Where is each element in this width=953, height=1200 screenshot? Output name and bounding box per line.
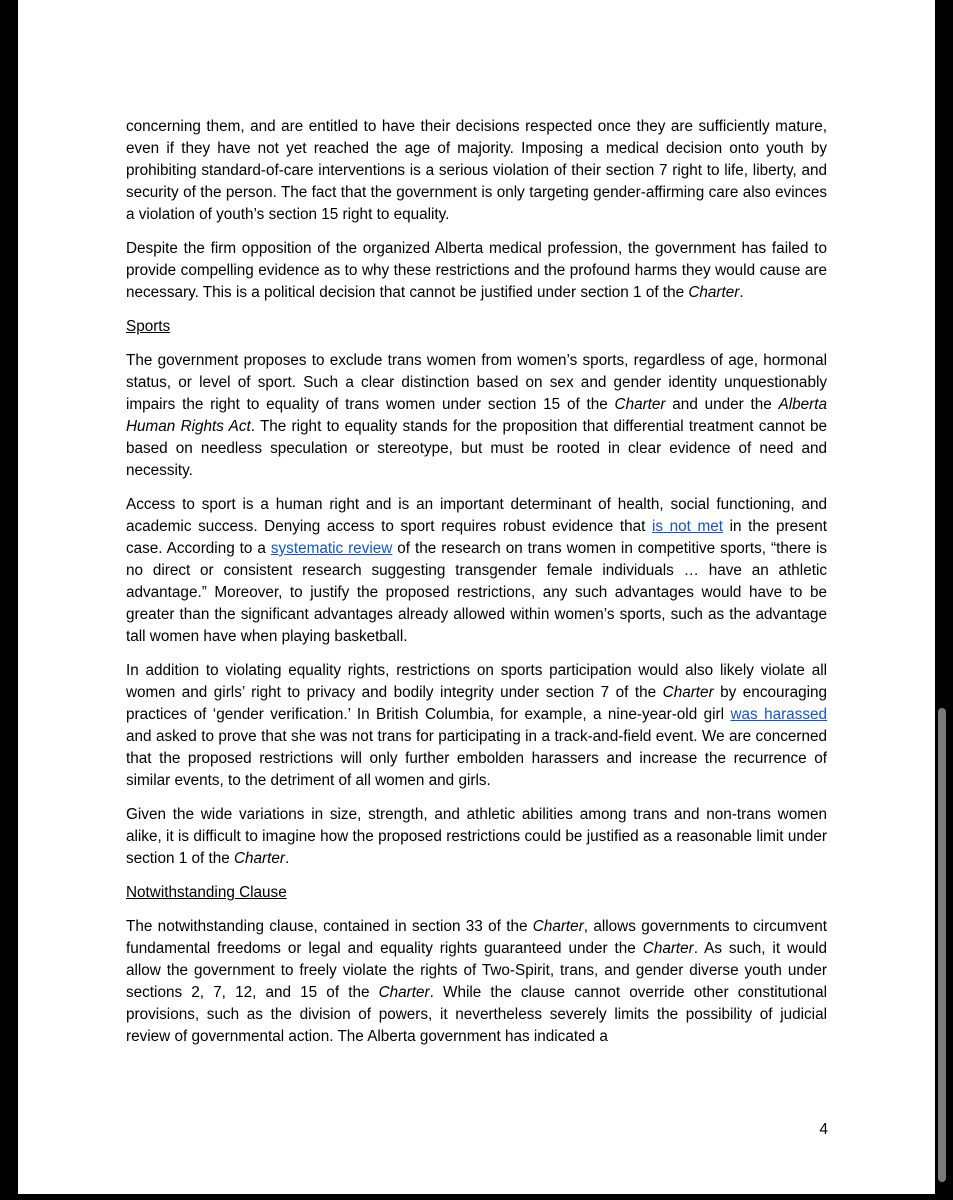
charter-italic: Charter [234,850,286,867]
link-is-not-met[interactable]: is not met [652,518,724,535]
act-italic: Alberta Human Rights Act [126,396,827,435]
paragraph-5: In addition to violating equality rights, restrictions on sports participation would also likely violate all women and girls’ right to privacy and bodily integrity under section 7 of the Charter by encouraging practices of ‘gender verification.’ In British Columbia, for example, a nine-year-old girl was harassed and asked to prove that she was not trans for participating in a track-and-field event. We are concerned that the proposed restrictions will only further embolden harassers and increase the recurrence of similar events, to the detriment of all women and girls. [126,662,828,789]
paragraph-6: Given the wide variations in size, strength, and athletic abilities among trans and non-trans women alike, it is difficult to imagine how the proposed restrictions could be justified as a reasonable limit under section 1 of the Charter. [126,806,827,867]
charter-italic: Charter [642,940,694,957]
paragraph-3: The government proposes to exclude trans women from women’s sports, regardless of age, hormonal status, or level of sport. Such a clear distinction based on sex and gender identity unquestionably impairs the right to equality of trans women under section 15 of the Charter and under the Alberta Human Rights Act. The right to equality stands for the proposition that differential treatment cannot be based on needless speculation or stereotype, but must be rooted in clear evidence of need and necessity. [126,352,827,479]
paragraph-4: Access to sport is a human right and is an important determinant of health, social functioning, and academic success. Denying access to sport requires robust evidence that is not met in the present case. According to a systematic review of the research on trans women in competitive sports, “there is no direct or consistent research suggesting transgender female individuals … have an athletic advantage.” Moreover, to justify the proposed restrictions, any such advantages would have to be greater than the significant advantages already allowed within women’s sports, such as the advantage tall women have when playing basketball. [126,496,828,645]
heading-sports: Sports [126,318,171,335]
charter-italic: Charter [662,684,714,701]
vertical-scrollbar[interactable] [938,708,946,1182]
paragraph-1: concerning them, and are entitled to have their decisions respected once they are sufficiently mature, even if they have not yet reached the age of majority. Imposing a medical decision onto youth by prohibiting standard-of-care interventions is a serious violation of their section 7 right to life, liberty, and security of the person. The fact that the government is only targeting gender-affirming care also evinces a violation of youth’s section 15 right to equality. [126,118,827,223]
paragraph-2: Despite the firm opposition of the organized Alberta medical profession, the government has failed to provide compelling evidence as to why these restrictions and the profound harms they would cause are necessary. This is a political decision that cannot be justified under section 1 of the Charter. [126,240,827,301]
document-page [18,0,935,1194]
page-number: 4 [819,1121,828,1138]
heading-notwithstanding-clause: Notwithstanding Clause [126,884,287,901]
charter-italic: Charter [378,984,430,1001]
document-body [126,116,827,1060]
charter-italic: Charter [688,284,740,301]
charter-italic: Charter [614,396,666,413]
link-was-harassed[interactable]: was harassed [730,706,828,723]
paragraph-7: The notwithstanding clause, contained in section 33 of the Charter, allows governments to circumvent fundamental freedoms or legal and equality rights guaranteed under the Charter. As such, it would allow the government to freely violate the rights of Two-Spirit, trans, and gender diverse youth under sections 2, 7, 12, and 15 of the Charter. While the clause cannot override other constitutional provisions, such as the division of powers, it nevertheless severely limits the possibility of judicial review of governmental action. The Alberta government has indicated a [126,918,827,1045]
link-systematic-review[interactable]: systematic review [270,540,393,557]
charter-italic: Charter [532,918,584,935]
